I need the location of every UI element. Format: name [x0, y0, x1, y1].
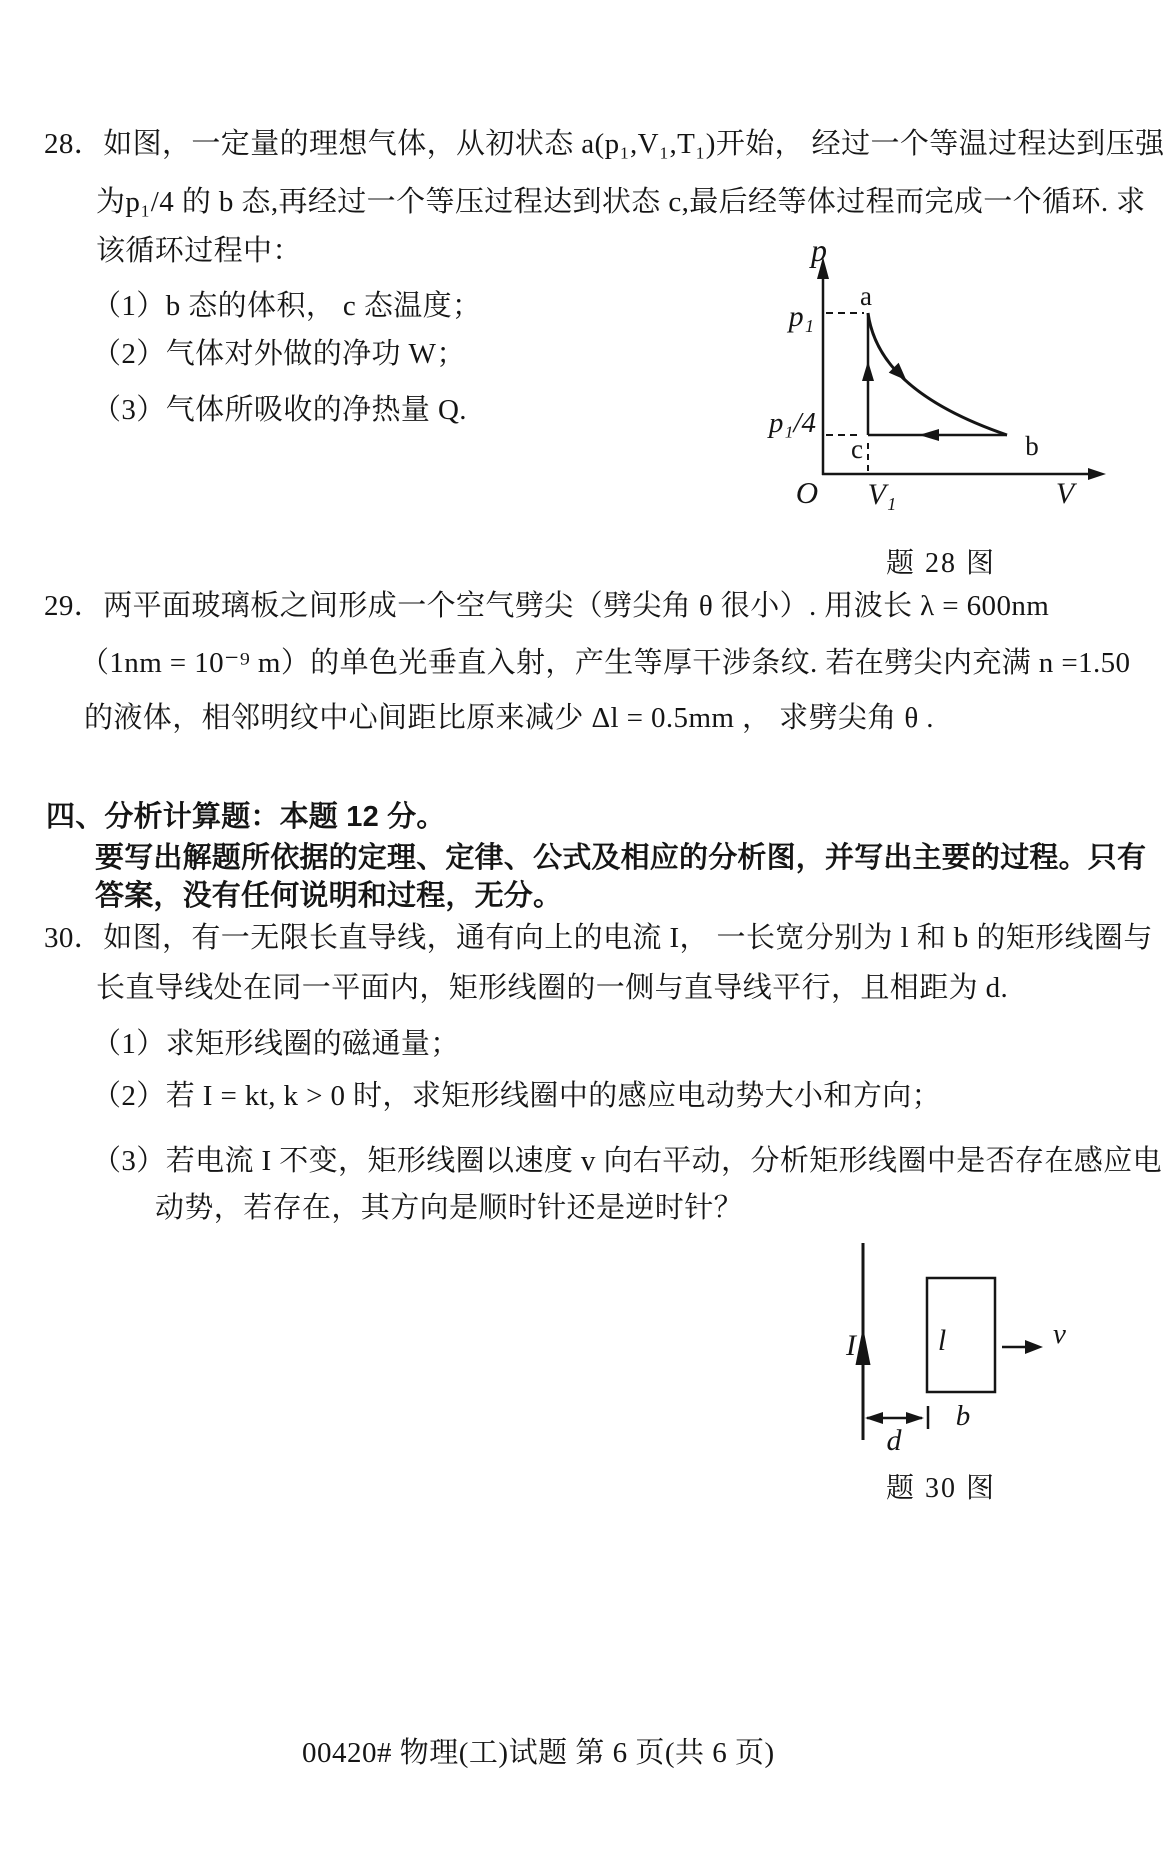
- q28-item-3: （3）气体所吸收的净热量 Q.: [92, 394, 467, 426]
- point-c-label: c: [851, 434, 863, 464]
- q30-wire-loop-diagram: [810, 1235, 1090, 1465]
- q29-line1: [44, 588, 1049, 624]
- p-axis-label: p: [811, 232, 827, 268]
- q30-line1-text: 如图，有一无限长直导线，通有向上的电流 I， 一长宽分别为 l 和 b 的矩形线圈与: [103, 922, 1153, 954]
- section4-note-line2: 答案，没有任何说明和过程，无分。: [95, 880, 563, 912]
- q28-line1: [44, 126, 1164, 162]
- distance-right-arrowhead-icon: [906, 1412, 924, 1424]
- page-footer: 00420# 物理(工)试题 第 6 页(共 6 页): [302, 1737, 775, 1769]
- process-a-to-b-isotherm: [868, 313, 1007, 435]
- loop-width-label: b: [955, 1400, 971, 1432]
- v-axis-arrowhead-icon: [1088, 468, 1106, 480]
- point-a-label: a: [860, 281, 872, 311]
- p1-over-4-tick-label: p₁/4: [768, 407, 816, 439]
- q30-item-3-line1: （3）若电流 I 不变，矩形线圈以速度 v 向右平动，分析矩形线圈中是否存在感应电: [92, 1145, 1163, 1177]
- origin-label: O: [795, 475, 819, 510]
- q28-line1-text: 如图，一定量的理想气体，从初状态 a(p₁,V₁,T₁)开始， 经过一个等温过程达到压强: [103, 128, 1164, 160]
- q29-line1-text: 两平面玻璃板之间形成一个空气劈尖（劈尖角 θ 很小）. 用波长 λ = 600nm: [103, 590, 1050, 622]
- point-b-label: b: [1025, 431, 1039, 461]
- section4-heading: 四、分析计算题：本题 12 分。: [46, 801, 446, 833]
- loop-length-label: l: [937, 1324, 947, 1357]
- q30-item-3-line2: 动势，若存在，其方向是顺时针还是逆时针？: [155, 1192, 744, 1224]
- left-arrowhead-icon: [919, 429, 939, 441]
- velocity-label: v: [1053, 1318, 1066, 1350]
- q30-item-1: （1）求矩形线圈的磁通量；: [92, 1028, 460, 1060]
- q28-item-1: （1）b 态的体积， c 态温度；: [92, 290, 482, 322]
- distance-label: d: [886, 1424, 902, 1457]
- v1-tick-label: V₁: [867, 478, 897, 511]
- q30-line2: 长直导线处在同一平面内，矩形线圈的一侧与直导线平行，且相距为 d.: [96, 972, 1009, 1004]
- q28-pv-diagram: [756, 225, 1106, 525]
- q28-line3: 该循环过程中：: [96, 235, 302, 267]
- q30-number: 30．: [44, 922, 104, 954]
- q28-line2: 为p₁/4 的 b 态,再经过一个等压过程达到状态 c,最后经等体过程而完成一个循环. 求: [96, 186, 1146, 218]
- p1-tick-label: p₁: [788, 300, 814, 333]
- q28-number: 28．: [44, 128, 104, 160]
- q28-figure-caption: 题 28 图: [886, 548, 997, 579]
- up-arrowhead-icon: [862, 361, 874, 381]
- q28-item-2: （2）气体对外做的净功 W；: [92, 338, 466, 370]
- distance-left-arrowhead-icon: [865, 1412, 883, 1424]
- q30-figure-caption: 题 30 图: [886, 1473, 997, 1504]
- q29-line2: （1nm = 10⁻⁹ m）的单色光垂直入射，产生等厚干涉条纹. 若在劈尖内充满 n =1.50: [80, 647, 1131, 679]
- q29-number: 29．: [44, 590, 104, 622]
- section4-note-line1: 要写出解题所依据的定理、定律、公式及相应的分析图，并写出主要的过程。只有: [95, 842, 1147, 874]
- q29-line3: 的液体，相邻明纹中心间距比原来减少 Δl = 0.5mm ， 求劈尖角 θ .: [84, 702, 934, 734]
- current-arrowhead-icon: [856, 1327, 871, 1365]
- current-label: I: [846, 1329, 856, 1362]
- v-axis-label: V: [1055, 477, 1075, 510]
- velocity-arrowhead-icon: [1025, 1340, 1043, 1354]
- q30-item-2: （2）若 I = kt, k > 0 时，求矩形线圈中的感应电动势大小和方向；: [92, 1080, 942, 1112]
- q30-line1: [44, 920, 1153, 956]
